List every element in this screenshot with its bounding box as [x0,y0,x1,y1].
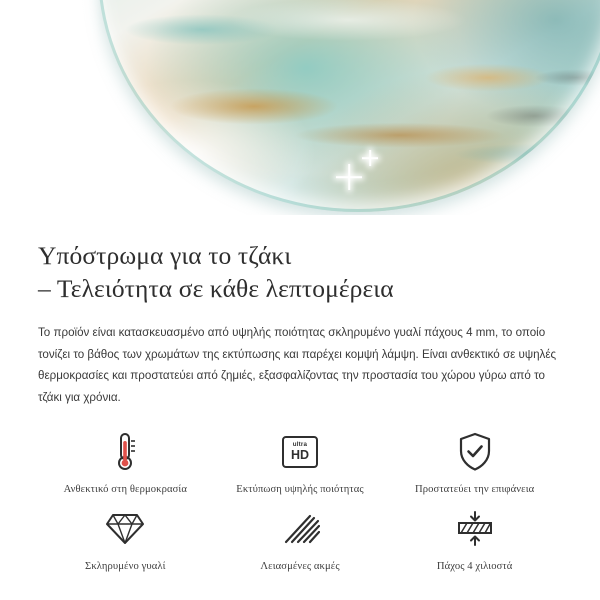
feature-item [213,507,388,574]
feature-label: Λειασμένες ακμές [260,561,340,572]
hero-left-fade [0,0,100,215]
description-paragraph: Το προϊόν είναι κατασκευασμένο από υψηλής ποιότητας σκληρυμένο γυαλί πάχους 4 mm, το οποίο τονίζει το βάθος των χρωμάτων της εκτύπωσης και παρέχει κομψή λάμψη. Είναι ανθεκτικό σε υψηλές θερμοκρασίες και προστατεύει από ζημιές, εξασφαλίζοντας την προστασία του χώρου γύρω από το τζάκι για χρόνια. [38,326,557,404]
hero-image [0,0,600,215]
headline-line-1: Υπόστρωμα για το τζάκι [38,241,292,270]
thermometer-icon [110,430,140,474]
feature-grid [38,430,562,574]
feature-label: Πάχος 4 χιλιοστά [436,561,513,572]
page-title [38,239,562,305]
feature-label: Ανθεκτικό στη θερμοκρασία [63,484,188,495]
feature-item [38,507,213,574]
feature-item [387,507,562,574]
headline-line-2: – Τελειότητα σε κάθε λεπτομέρεια [38,274,394,303]
shield-check-icon [457,430,493,474]
feature-label: Εκτύπωση υψηλής ποιότητας [236,484,364,495]
feature-item [213,430,388,497]
thickness-arrows-icon [453,507,497,551]
diamond-icon [105,507,145,551]
content-area [0,215,600,574]
marble-dark-overlay [98,0,600,212]
feature-item [387,430,562,497]
feature-item [38,430,213,497]
marble-plate-graphic [98,0,600,212]
ultra-hd-badge-bottom: HD [290,448,310,463]
polished-edges-icon [280,507,320,551]
ultra-hd-badge-top: ultra [292,441,308,449]
feature-label: Προστατεύει την επιφάνεια [414,484,535,495]
feature-label: Σκληρυμένο γυαλί [85,561,166,572]
ultra-hd-icon [282,430,318,474]
